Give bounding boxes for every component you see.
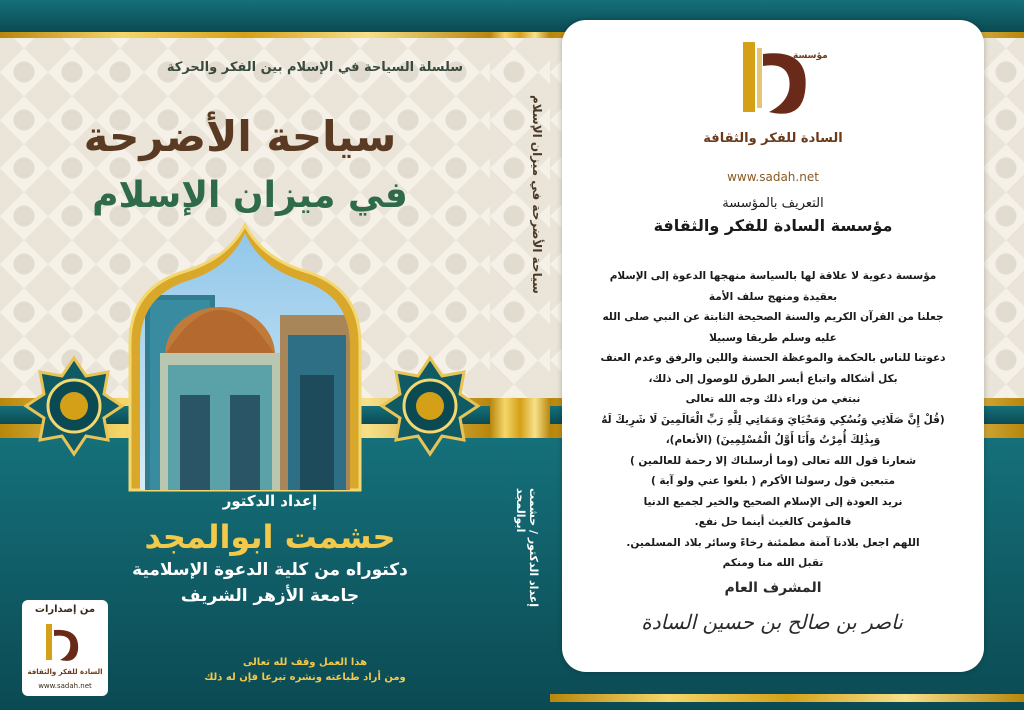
logo-name: السادة للفكر والثقافة <box>703 131 843 146</box>
publisher-logo-name: السادة للفكر والثقافة <box>27 668 103 676</box>
spine-top-gold <box>490 32 550 38</box>
prepared-by-label: إعداد الدكتور <box>222 492 318 510</box>
publisher-label: من إصدارات <box>34 604 96 615</box>
logo-small-label: مؤسسة <box>793 51 828 61</box>
front-top-teal-band <box>0 0 490 32</box>
about-line: فالمؤمن كالغيث أينما حل نفع. <box>694 516 852 528</box>
website-url: www.sadah.net <box>727 170 819 184</box>
waqf-line-1: هذا العمل وقف لله تعالى <box>242 657 368 668</box>
book-title-line2: في ميزان الإسلام <box>92 175 408 216</box>
back-info-card <box>562 20 984 672</box>
about-line: تقبل الله منا ومنكم <box>722 557 824 569</box>
author-name: حشمت ابوالمجد <box>144 518 396 556</box>
about-line: اللهم اجعل بلادنا آمنة مطمئنة رخاءً وسائر بلاد المسلمين. <box>626 536 920 549</box>
about-line: دعوتنا للناس بالحكمة والموعظة الحسنة واللين والرفق وعدم العنف <box>600 352 946 364</box>
waqf-line-2: ومن أراد طباعته ونشره تبرعا فإن له ذلك <box>204 672 406 683</box>
right-gold-medallion <box>380 356 480 456</box>
about-line: مؤسسة دعوية لا علاقة لها بالسياسة منهجها الدعوة إلى الإسلام <box>609 270 937 282</box>
publisher-box <box>22 600 108 696</box>
about-line: وَبِذَٰلِكَ أُمِرْتُ وَأَنَا أَوَّلُ الْمُسْلِمِينَ) (الأنعام)، <box>665 434 881 446</box>
spine-author: إعداد الدكتور / حشمت ابوالمجد <box>514 488 540 608</box>
about-line: (قُلْ إِنَّ صَلَاتِي وَنُسُكِي وَمَحْيَايَ وَمَمَاتِي لِلَّهِ رَبِّ الْعَالَمِينَ لَا شَرِيكَ لَهُ <box>601 413 945 426</box>
about-text <box>584 266 962 574</box>
book-title-line1: سياحة الأضرحة <box>83 112 397 161</box>
back-bottom-gold-stripe <box>550 694 1024 702</box>
spine-title: سياحة الأضرحة في ميزان الإسلام <box>530 95 544 294</box>
organization-name: مؤسسة السادة للفكر والثقافة <box>653 216 893 235</box>
publisher-url: www.sadah.net <box>38 682 92 690</box>
about-line: عليه وسلم طريقا وسبيلا <box>709 331 837 344</box>
series-title: سلسلة السياحة في الإسلام بين الفكر والحركة <box>166 60 464 75</box>
front-top-gold-stripe <box>0 32 490 38</box>
about-line: جعلنا من القرآن الكريم والسنة الصحيحة الثابتة عن النبي صلى الله <box>602 311 944 323</box>
author-university: جامعة الأزهر الشريف <box>180 586 360 606</box>
waqf-notice <box>170 655 440 685</box>
foundation-logo <box>703 34 843 164</box>
publisher-logo <box>27 620 103 680</box>
about-line: شعارنا قول الله تعالى (وما أرسلناك إلا رحمة للعالمين ) <box>629 454 917 467</box>
about-line: بعقيدة ومنهج سلف الأمة <box>708 290 838 303</box>
author-degree: دكتوراه من كلية الدعوة الإسلامية <box>132 560 408 580</box>
supervisor-label: المشرف العام <box>724 580 822 596</box>
mausoleum-arch-illustration <box>120 225 370 490</box>
about-line: نبتغي من وراء ذلك وجه الله تعالى <box>685 393 861 405</box>
intro-heading: التعريف بالمؤسسة <box>722 196 824 211</box>
about-line: نريد العودة إلى الإسلام الصحيح والخير لجميع الدنيا <box>643 495 903 508</box>
about-line: متبعين قول رسولنا الأكرم ( بلغوا عني ولو آية ) <box>650 475 896 487</box>
supervisor-signature: ناصر بن صالح بن حسين السادة <box>641 610 903 634</box>
spine-top-teal <box>490 0 550 32</box>
spine-gold-band <box>490 398 550 438</box>
about-line: بكل أشكاله واتباع أيسر الطرق للوصول إلى ذلك، <box>648 372 898 385</box>
left-gold-medallion <box>24 356 124 456</box>
